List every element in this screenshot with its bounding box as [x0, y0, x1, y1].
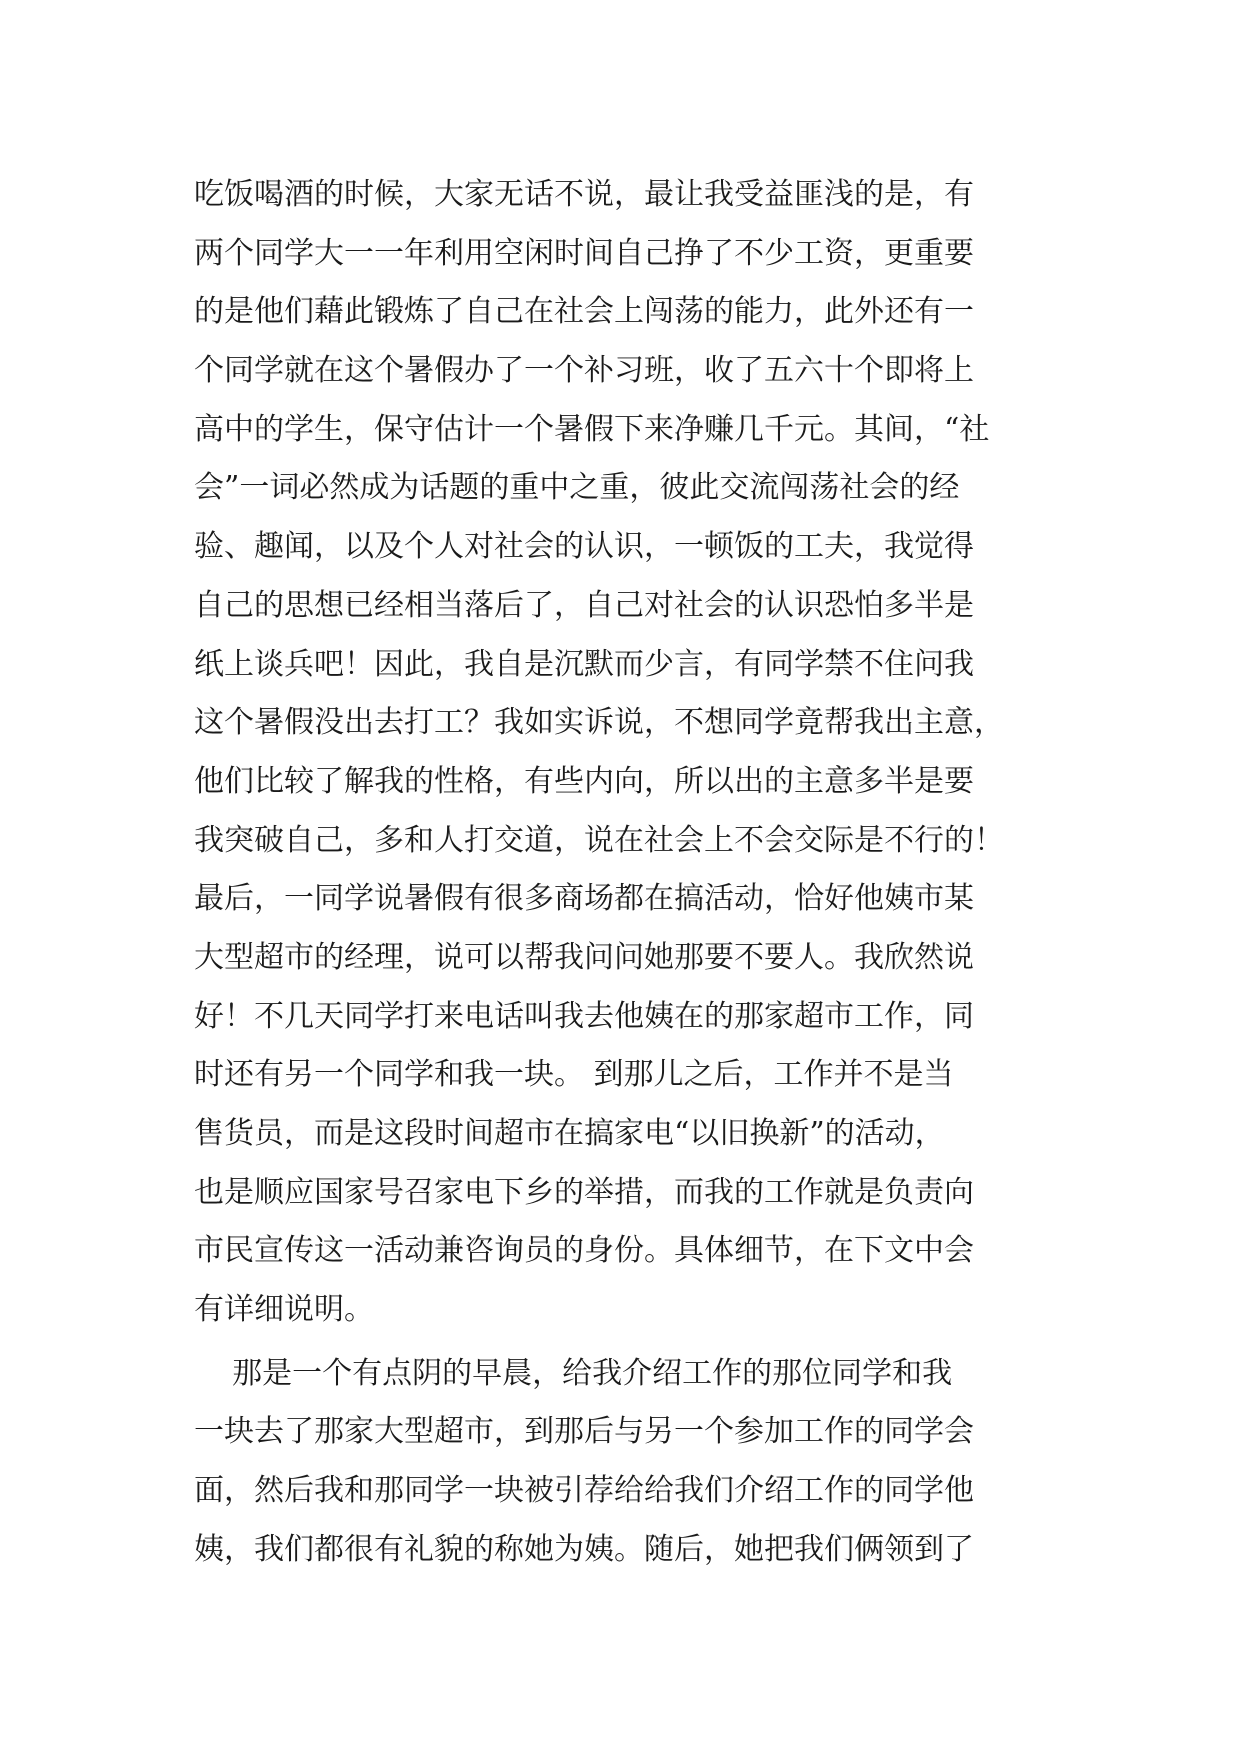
text-line: 个同学就在这个暑假办了一个补习班，收了五六十个即将上: [194, 353, 974, 389]
text-line: 市民宣传这一活动兼咨询员的身份。具体细节，在下文中会: [194, 1233, 974, 1269]
text-line: 这个暑假没出去打工？我如实诉说，不想同学竟帮我出主意，: [194, 705, 1004, 741]
text-line: 大型超市的经理，说可以帮我问问她那要不要人。我欣然说: [194, 939, 974, 975]
text-line: 好！不几天同学打来电话叫我去他姨在的那家超市工作，同: [194, 998, 974, 1034]
text-line: 我突破自己，多和人打交道，说在社会上不会交际是不行的！: [194, 822, 1004, 858]
text-line: 最后，一同学说暑假有很多商场都在搞活动，恰好他姨市某: [194, 881, 974, 917]
text-line: 他们比较了解我的性格，有些内向，所以出的主意多半是要: [194, 763, 974, 799]
text-line: 自己的思想已经相当落后了，自己对社会的认识恐怕多半是: [194, 587, 974, 623]
text-line: 姨，我们都很有礼貌的称她为姨。随后，她把我们俩领到了: [194, 1531, 974, 1567]
text-line: 有详细说明。: [194, 1292, 374, 1328]
text-line: 时还有另一个同学和我一块。 到那儿之后，工作并不是当: [194, 1057, 954, 1093]
text-line: 会”一词必然成为话题的重中之重，彼此交流闯荡社会的经: [194, 470, 960, 506]
text-line: 面，然后我和那同学一块被引荐给给我们介绍工作的同学他: [194, 1473, 974, 1509]
text-line: 也是顺应国家号召家电下乡的举措，而我的工作就是负责向: [194, 1174, 974, 1210]
body-text: [194, 166, 1054, 1580]
text-line: 纸上谈兵吧！因此，我自是沉默而少言，有同学禁不住问我: [194, 646, 974, 682]
text-line: 验、趣闻，以及个人对社会的认识，一顿饭的工夫，我觉得: [194, 529, 974, 565]
text-line: 那是一个有点阴的早晨，给我介绍工作的那位同学和我: [194, 1355, 953, 1391]
text-line: 的是他们藉此锻炼了自己在社会上闯荡的能力，此外还有一: [194, 294, 974, 330]
text-line: 吃饭喝酒的时候，大家无话不说，最让我受益匪浅的是，有: [194, 177, 974, 212]
text-line: 一块去了那家大型超市，到那后与另一个参加工作的同学会: [194, 1414, 974, 1450]
paragraph-2: [194, 1345, 1054, 1580]
text-line: 高中的学生，保守估计一个暑假下来净赚几千元。其间，“社: [194, 411, 990, 447]
text-line: 两个同学大一一年利用空闲时间自己挣了不少工资，更重要: [194, 235, 974, 271]
text-line: 售货员，而是这段时间超市在搞家电“以旧换新”的活动，: [194, 1116, 945, 1151]
paragraph-1: [194, 166, 1054, 1340]
